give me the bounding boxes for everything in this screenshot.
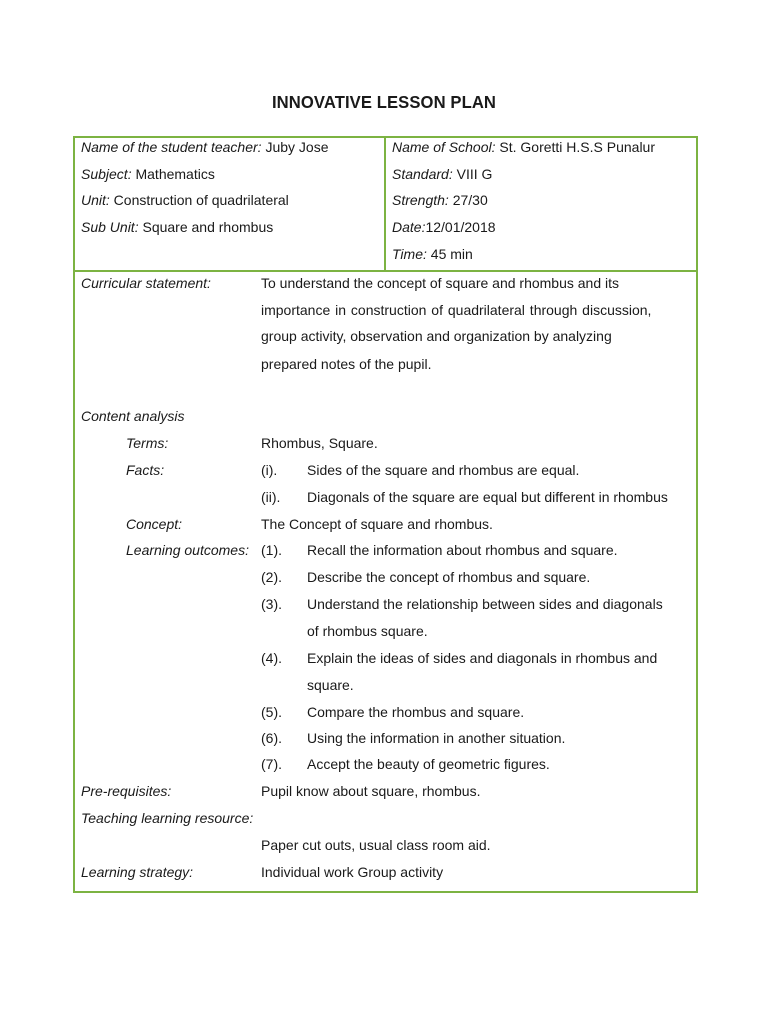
school-field <box>392 139 655 155</box>
unit-field <box>81 192 289 208</box>
content-analysis-heading: Content analysis <box>81 408 185 424</box>
standard-value: VIII G <box>452 166 493 182</box>
fact-number: (i). <box>261 462 278 478</box>
outcome-number: (6). <box>261 730 282 746</box>
outcome-text: Understand the relationship between sides and diagonals <box>307 596 663 612</box>
school-value: St. Goretti H.S.S Punalur <box>495 139 656 155</box>
curricular-line: group activity, observation and organization by analyzing <box>261 328 612 344</box>
prerequisites-value: Pupil know about square, rhombus. <box>261 783 481 799</box>
fact-number: (ii). <box>261 489 281 505</box>
time-field <box>392 246 473 262</box>
header-divider <box>73 270 696 272</box>
strength-label: Strength: <box>392 192 449 208</box>
outcome-text: Explain the ideas of sides and diagonals in rhombus and <box>307 650 658 666</box>
outcome-text-continued: of rhombus square. <box>307 623 428 639</box>
unit-label: Unit: <box>81 192 110 208</box>
strength-value: 27/30 <box>448 192 488 208</box>
curricular-line: prepared notes of the pupil. <box>261 356 432 372</box>
school-label: Name of School: <box>392 139 496 155</box>
outcome-number: (7). <box>261 756 282 772</box>
unit-value: Construction of quadrilateral <box>109 192 289 208</box>
outcome-text: Compare the rhombus and square. <box>307 704 525 720</box>
terms-label: Terms: <box>126 435 169 451</box>
curricular-label: Curricular statement: <box>81 275 211 291</box>
document-title: INNOVATIVE LESSON PLAN <box>271 92 497 112</box>
subject-value: Mathematics <box>131 166 215 182</box>
outcome-number: (1). <box>261 542 282 558</box>
subject-field <box>81 166 215 182</box>
date-label: Date: <box>392 219 426 235</box>
prerequisites-label: Pre-requisites: <box>81 783 172 799</box>
fact-text: Sides of the square and rhombus are equal. <box>307 462 580 478</box>
outcome-number: (4). <box>261 650 282 666</box>
student-teacher-label: Name of the student teacher: <box>81 139 262 155</box>
learning-strategy-value: Individual work Group activity <box>261 864 444 880</box>
concept-value: The Concept of square and rhombus. <box>261 516 493 532</box>
student-teacher-value: Juby Jose <box>261 139 329 155</box>
student-teacher-field <box>81 139 329 155</box>
outcome-number: (3). <box>261 596 282 612</box>
time-value: 45 min <box>426 246 473 262</box>
outcome-text: Describe the concept of rhombus and square. <box>307 569 591 585</box>
date-value: 12/01/2018 <box>425 219 496 235</box>
standard-label: Standard: <box>392 166 453 182</box>
date-field <box>392 219 496 235</box>
curricular-line: importance in construction of quadrilateral through discussion, <box>261 302 652 318</box>
strength-field <box>392 192 488 208</box>
teaching-resource-label: Teaching learning resource: <box>81 810 254 826</box>
curricular-line: To understand the concept of square and rhombus and its <box>261 275 620 291</box>
time-label: Time: <box>392 246 427 262</box>
concept-label: Concept: <box>126 516 183 532</box>
outcome-number: (5). <box>261 704 282 720</box>
terms-value: Rhombus, Square. <box>261 435 378 451</box>
outcome-text: Accept the beauty of geometric figures. <box>307 756 550 772</box>
teaching-resource-value: Paper cut outs, usual class room aid. <box>261 837 491 853</box>
outcome-number: (2). <box>261 569 282 585</box>
facts-label: Facts: <box>126 462 165 478</box>
learning-outcomes-label: Learning outcomes: <box>126 542 249 558</box>
outcome-text: Using the information in another situation. <box>307 730 566 746</box>
sub-unit-field <box>81 219 273 235</box>
outcome-text-continued: square. <box>307 677 354 693</box>
outcome-text: Recall the information about rhombus and square. <box>307 542 618 558</box>
header-column-divider <box>384 136 386 270</box>
learning-strategy-label: Learning strategy: <box>81 864 194 880</box>
sub-unit-value: Square and rhombus <box>138 219 274 235</box>
standard-field <box>392 166 492 182</box>
subject-label: Subject: <box>81 166 132 182</box>
fact-text: Diagonals of the square are equal but different in rhombus <box>307 489 668 505</box>
sub-unit-label: Sub Unit: <box>81 219 139 235</box>
